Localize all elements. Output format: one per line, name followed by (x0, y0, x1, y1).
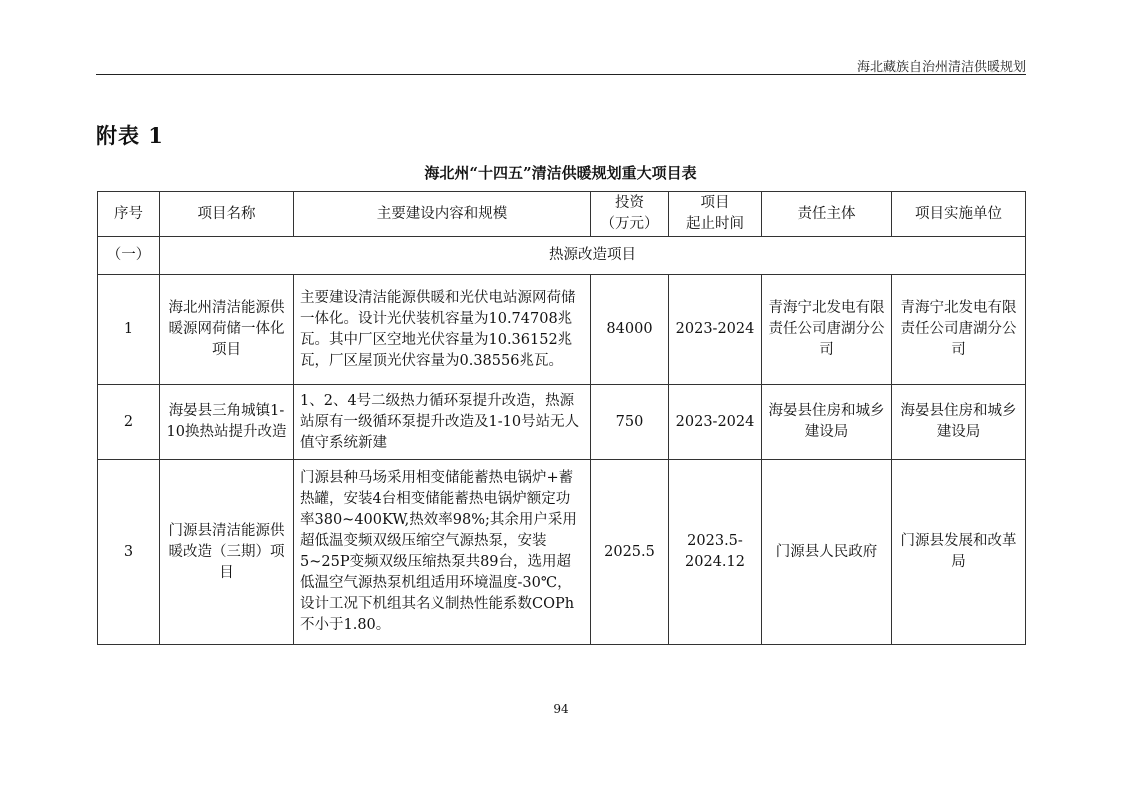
cell-responsible: 海晏县住房和城乡建设局 (762, 385, 892, 460)
col-header-investment (591, 192, 669, 237)
col-header-investment-line2: （万元） (600, 216, 659, 232)
cell-name: 海晏县三角城镇1-10换热站提升改造 (160, 385, 294, 460)
cell-name: 海北州清洁能源供暖源网荷储一体化项目 (160, 275, 294, 385)
cell-seq: 2 (98, 385, 160, 460)
projects-table (97, 191, 1026, 645)
table-header-row (98, 192, 1026, 237)
col-header-period-line1: 项目 (700, 195, 730, 211)
cell-name: 门源县清洁能源供暖改造（三期）项目 (160, 460, 294, 645)
cell-implementer: 海晏县住房和城乡建设局 (892, 385, 1026, 460)
cell-content: 门源县种马场采用相变储能蓄热电锅炉+蓄热罐，安装4台相变储能蓄热电锅炉额定功率380~400KW,热效率98%;其余用户采用超低温变频双级压缩空气源热泵，安装5~25P变频双级压缩热泵共89台，选用超低温空气源热泵机组适用环境温度-30℃，设计工况下机组其名义制热性能系数COPh不小于1.80。 (294, 460, 591, 645)
col-header-content: 主要建设内容和规模 (294, 192, 591, 237)
col-header-period (669, 192, 762, 237)
cell-implementer: 青海宁北发电有限责任公司唐湖分公司 (892, 275, 1026, 385)
col-header-seq: 序号 (98, 192, 160, 237)
cell-period: 2023-2024 (669, 275, 762, 385)
cell-responsible: 门源县人民政府 (762, 460, 892, 645)
cell-content: 主要建设清洁能源供暖和光伏电站源网荷储一体化。设计光伏装机容量为10.74708兆瓦。其中厂区空地光伏容量为10.36152兆瓦，厂区屋顶光伏容量为0.38556兆瓦。 (294, 275, 591, 385)
cell-investment: 84000 (591, 275, 669, 385)
cell-investment: 2025.5 (591, 460, 669, 645)
table-row (98, 385, 1026, 460)
col-header-period-line2: 起止时间 (686, 216, 744, 232)
section-seq: （一） (98, 237, 160, 275)
cell-investment: 750 (591, 385, 669, 460)
col-header-responsible: 责任主体 (762, 192, 892, 237)
running-header: 海北藏族自治州清洁供暖规划 (856, 60, 1026, 75)
cell-responsible: 青海宁北发电有限责任公司唐湖分公司 (762, 275, 892, 385)
col-header-name: 项目名称 (160, 192, 294, 237)
header-rule (96, 74, 1026, 75)
cell-period: 2023-2024 (669, 385, 762, 460)
cell-seq: 3 (98, 460, 160, 645)
section-row (98, 237, 1026, 275)
table-row (98, 275, 1026, 385)
col-header-investment-line1: 投资 (615, 195, 644, 211)
table-row (98, 460, 1026, 645)
page-number: 94 (553, 702, 569, 716)
col-header-implementer: 项目实施单位 (892, 192, 1026, 237)
cell-content: 1、2、4号二级热力循环泵提升改造，热源站原有一级循环泵提升改造及1-10号站无人值守系统新建 (294, 385, 591, 460)
cell-implementer: 门源县发展和改革局 (892, 460, 1026, 645)
section-title: 热源改造项目 (160, 237, 1026, 275)
cell-seq: 1 (98, 275, 160, 385)
appendix-label: 附表 1 (96, 123, 164, 148)
table-title: 海北州“十四五”清洁供暖规划重大项目表 (424, 164, 697, 182)
cell-period: 2023.5-2024.12 (669, 460, 762, 645)
